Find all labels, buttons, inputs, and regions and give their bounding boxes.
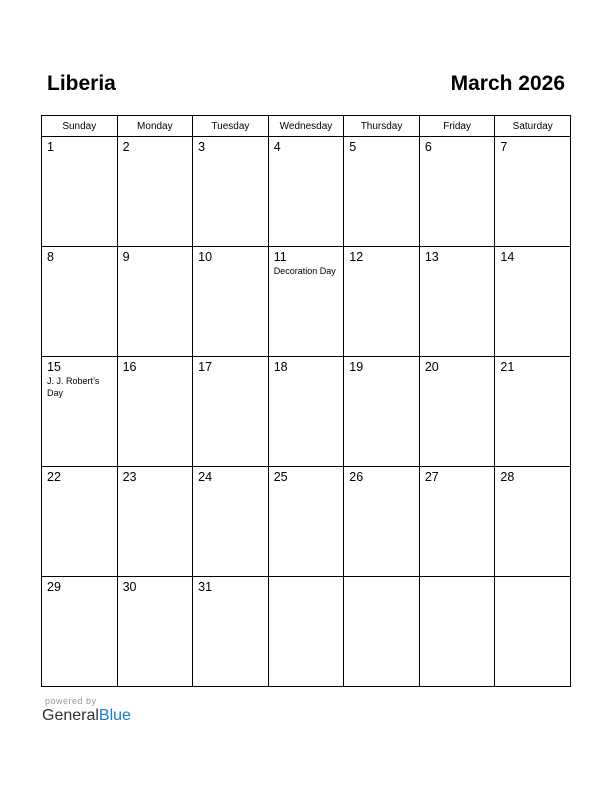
day-number: 5 bbox=[349, 140, 357, 154]
day-cell bbox=[117, 357, 193, 467]
day-number: 6 bbox=[424, 140, 432, 154]
day-number: 8 bbox=[47, 250, 54, 264]
day-cell bbox=[419, 247, 495, 357]
holiday-label bbox=[344, 264, 419, 265]
day-number: 29 bbox=[47, 580, 61, 594]
holiday-label bbox=[193, 374, 268, 375]
day-cell bbox=[419, 357, 495, 467]
holiday-label bbox=[193, 264, 268, 265]
holiday-label bbox=[495, 264, 570, 265]
holiday-label bbox=[420, 154, 495, 155]
holiday-label bbox=[420, 580, 495, 581]
holiday-label bbox=[118, 154, 193, 155]
holiday-label bbox=[269, 580, 344, 581]
logo-text-general: General bbox=[42, 707, 99, 724]
weekday-header: Saturday bbox=[495, 116, 571, 137]
holiday-label bbox=[344, 580, 419, 581]
day-cell bbox=[495, 357, 571, 467]
holiday-label bbox=[495, 580, 570, 581]
weekday-header: Friday bbox=[419, 116, 495, 137]
holiday-label bbox=[495, 374, 570, 375]
day-number: 10 bbox=[198, 250, 213, 264]
logo-text-blue: Blue bbox=[98, 707, 131, 724]
day-cell bbox=[268, 137, 344, 247]
day-number: 26 bbox=[349, 470, 364, 484]
day-number: 21 bbox=[500, 360, 515, 374]
weekday-header-row bbox=[42, 116, 571, 137]
day-cell bbox=[495, 137, 571, 247]
day-cell bbox=[268, 467, 344, 577]
holiday-label bbox=[193, 154, 268, 155]
day-cell bbox=[495, 467, 571, 577]
week-row bbox=[42, 137, 571, 247]
day-number: 11 bbox=[273, 250, 287, 264]
weekday-header: Monday bbox=[117, 116, 193, 137]
day-number: 28 bbox=[500, 470, 515, 484]
day-number: 9 bbox=[122, 250, 130, 264]
holiday-label bbox=[420, 484, 495, 485]
week-row bbox=[42, 247, 571, 357]
day-number: 15 bbox=[47, 360, 61, 374]
powered-by-text: powered by bbox=[45, 696, 97, 706]
holiday-label: J. J. Robert’s Day bbox=[47, 376, 100, 398]
week-row bbox=[42, 357, 571, 467]
weekday-header: Thursday bbox=[344, 116, 420, 137]
weekday-header: Tuesday bbox=[193, 116, 269, 137]
holiday-label bbox=[344, 484, 419, 485]
day-cell bbox=[42, 467, 118, 577]
day-number: 27 bbox=[424, 470, 439, 484]
day-number: 4 bbox=[273, 140, 281, 154]
holiday-label bbox=[269, 374, 344, 375]
day-number: 7 bbox=[500, 140, 508, 154]
day-cell bbox=[193, 577, 269, 687]
day-cell bbox=[268, 247, 344, 357]
day-number: 2 bbox=[122, 140, 130, 154]
day-cell bbox=[193, 137, 269, 247]
holiday-label bbox=[42, 264, 117, 265]
day-number: 23 bbox=[122, 470, 137, 484]
day-cell bbox=[344, 247, 420, 357]
day-cell bbox=[193, 247, 269, 357]
holiday-label bbox=[118, 264, 193, 265]
day-number: 25 bbox=[273, 470, 288, 484]
calendar-month-title: March 2026 bbox=[450, 72, 565, 95]
day-number: 18 bbox=[273, 360, 288, 374]
day-cell bbox=[117, 467, 193, 577]
holiday-label bbox=[344, 154, 419, 155]
holiday-label bbox=[118, 374, 193, 375]
holiday-label: Decoration Day bbox=[273, 266, 336, 276]
day-cell bbox=[268, 357, 344, 467]
holiday-label bbox=[193, 594, 268, 595]
day-cell bbox=[193, 357, 269, 467]
holiday-label bbox=[118, 594, 193, 595]
holiday-label bbox=[193, 484, 268, 485]
day-number: 3 bbox=[198, 140, 206, 154]
day-cell bbox=[117, 137, 193, 247]
week-row bbox=[42, 467, 571, 577]
day-number: 20 bbox=[424, 360, 439, 374]
holiday-label bbox=[420, 264, 495, 265]
holiday-label bbox=[42, 484, 117, 485]
week-row bbox=[42, 577, 571, 687]
day-number: 13 bbox=[424, 250, 439, 264]
holiday-label bbox=[118, 484, 193, 485]
day-cell bbox=[42, 357, 118, 467]
generalblue-logo[interactable] bbox=[42, 706, 131, 726]
day-number: 1 bbox=[47, 140, 54, 154]
day-cell bbox=[117, 247, 193, 357]
day-cell bbox=[344, 577, 420, 687]
holiday-label bbox=[344, 374, 419, 375]
day-number: 12 bbox=[349, 250, 364, 264]
holiday-label bbox=[495, 154, 570, 155]
day-number: 16 bbox=[122, 360, 137, 374]
day-cell bbox=[344, 467, 420, 577]
day-cell bbox=[268, 577, 344, 687]
holiday-label bbox=[42, 594, 117, 595]
holiday-label bbox=[42, 154, 117, 155]
day-cell bbox=[42, 137, 118, 247]
holiday-label bbox=[495, 484, 570, 485]
day-number: 30 bbox=[122, 580, 137, 594]
day-cell bbox=[344, 137, 420, 247]
day-number: 19 bbox=[349, 360, 364, 374]
weekday-header: Wednesday bbox=[268, 116, 344, 137]
calendar-grid bbox=[41, 115, 571, 687]
day-number: 14 bbox=[500, 250, 515, 264]
holiday-label bbox=[269, 154, 344, 155]
day-cell bbox=[344, 357, 420, 467]
footer-branding bbox=[42, 696, 131, 726]
day-cell bbox=[495, 577, 571, 687]
holiday-label bbox=[269, 484, 344, 485]
day-cell bbox=[419, 467, 495, 577]
day-cell bbox=[495, 247, 571, 357]
day-cell bbox=[419, 577, 495, 687]
day-number: 17 bbox=[198, 360, 213, 374]
day-number: 22 bbox=[47, 470, 61, 484]
calendar-country-title: Liberia bbox=[47, 72, 116, 95]
holiday-label bbox=[420, 374, 495, 375]
day-cell bbox=[42, 577, 118, 687]
day-number: 31 bbox=[198, 580, 213, 594]
day-cell bbox=[42, 247, 118, 357]
day-cell bbox=[193, 467, 269, 577]
day-cell bbox=[117, 577, 193, 687]
day-number: 24 bbox=[198, 470, 213, 484]
weekday-header: Sunday bbox=[42, 116, 118, 137]
day-cell bbox=[419, 137, 495, 247]
